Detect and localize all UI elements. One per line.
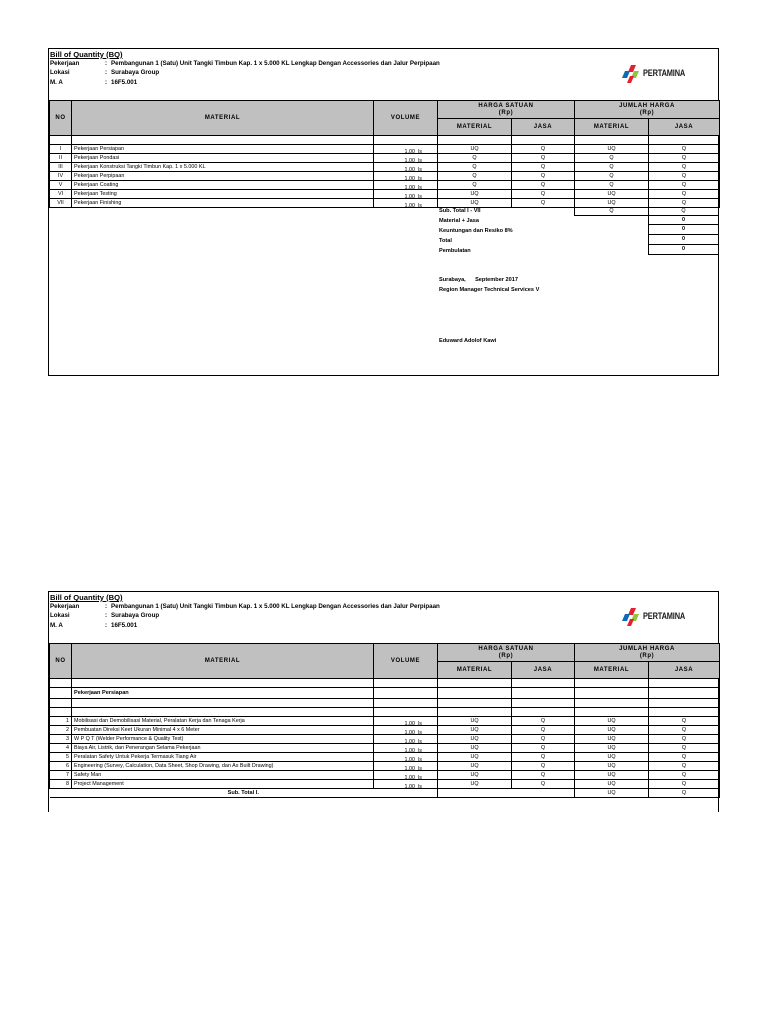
item-material: Engineering (Survey, Calculation, Data Sheet, Shop Drawing, dan As Built Drawing) — [72, 762, 374, 771]
item-hs-jasa: Q — [512, 744, 575, 753]
item-jh-material: Q — [575, 154, 649, 163]
ma-value: 16F5.001 — [111, 79, 138, 86]
item-volume — [374, 780, 438, 789]
item-volume — [374, 190, 438, 199]
item-volume — [374, 154, 438, 163]
item-material: Peralatan Safety Untuk Pekerja Termasuk Tiang Air — [72, 753, 374, 762]
col-volume: VOLUME — [374, 644, 438, 679]
table-row — [50, 735, 720, 744]
item-material: Pembuatan Direksi Keet Ukuran Minimal 4 x 6 Meter — [72, 726, 374, 735]
subtotal-jh-material: UQ — [575, 789, 649, 798]
subtotal-row — [50, 789, 720, 798]
table-row — [50, 163, 720, 172]
pertamina-wordmark: PERTAMINA — [643, 611, 686, 622]
item-hs-jasa: Q — [512, 181, 575, 190]
pekerjaan-label: Pekerjaan — [50, 60, 80, 67]
col-jumlah-harga — [575, 101, 720, 119]
item-jh-material: UQ — [575, 771, 649, 780]
jumlah-harga-unit: (Rp) — [639, 109, 655, 116]
item-volume-unit: ls — [418, 775, 422, 780]
col-hs-material: MATERIAL — [438, 119, 512, 136]
bq-detail-sheet — [48, 591, 719, 812]
item-hs-material: UQ — [438, 762, 512, 771]
pertamina-logo-icon — [622, 65, 642, 83]
sheet-title: Bill of Quantity (BQ) — [50, 593, 123, 602]
item-material: Biaya Air, Listrik, dan Penerangan Selama Pekerjaan — [72, 744, 374, 753]
item-jh-jasa: Q — [649, 744, 720, 753]
item-hs-jasa: Q — [512, 726, 575, 735]
item-material: Pekerjaan Finishing — [72, 199, 374, 208]
item-hs-jasa: Q — [512, 753, 575, 762]
item-hs-material: UQ — [438, 753, 512, 762]
item-no: 4 — [50, 744, 72, 753]
item-volume-unit: ls — [418, 730, 422, 735]
item-volume-unit: ls — [418, 203, 422, 208]
item-jh-material: UQ — [575, 780, 649, 789]
lokasi-label: Lokasi — [50, 612, 70, 619]
col-no: NO — [50, 101, 72, 136]
item-volume-unit: ls — [418, 748, 422, 753]
item-volume-value: 1.00 — [404, 167, 415, 172]
item-volume-value: 1.00 — [404, 158, 415, 163]
bq-summary-sheet — [48, 48, 719, 376]
pertamina-logo — [622, 63, 702, 85]
item-volume — [374, 753, 438, 762]
item-volume-unit: ls — [418, 757, 422, 762]
item-jh-material: UQ — [575, 762, 649, 771]
jumlah-harga-label: JUMLAH HARGA — [619, 645, 675, 652]
col-jh-material: MATERIAL — [575, 662, 649, 679]
table-row — [50, 744, 720, 753]
col-jh-jasa: JASA — [649, 119, 720, 136]
section-title-row — [50, 688, 720, 699]
item-volume — [374, 771, 438, 780]
spacer-row — [50, 708, 720, 717]
col-material: MATERIAL — [72, 644, 374, 679]
col-harga-satuan — [438, 644, 575, 662]
colon: : — [105, 622, 108, 629]
pertamina-logo-icon — [622, 608, 642, 626]
col-jh-material: MATERIAL — [575, 119, 649, 136]
item-jh-jasa: Q — [649, 145, 720, 154]
item-no: 6 — [50, 762, 72, 771]
item-volume-value: 1.00 — [404, 176, 415, 181]
pekerjaan-value: Pembangunan 1 (Satu) Unit Tangki Timbun Kap. 1 x 5.000 KL Lengkap Dengan Accessories dan Jalur Perpipaan — [111, 60, 440, 67]
item-volume-unit: ls — [418, 739, 422, 744]
item-volume-unit: ls — [418, 185, 422, 190]
pekerjaan-label: Pekerjaan — [50, 603, 80, 610]
item-volume-value: 1.00 — [404, 748, 415, 753]
jumlah-harga-label: JUMLAH HARGA — [619, 102, 675, 109]
item-hs-material: UQ — [438, 735, 512, 744]
item-material: Pekerjaan Persiapan — [72, 145, 374, 154]
lokasi-label: Lokasi — [50, 69, 70, 76]
item-no: 1 — [50, 717, 72, 726]
item-hs-material: UQ — [438, 744, 512, 753]
ma-label: M. A — [50, 622, 63, 629]
item-hs-jasa: Q — [512, 762, 575, 771]
table-row — [50, 726, 720, 735]
col-hs-material: MATERIAL — [438, 662, 512, 679]
table-row — [50, 771, 720, 780]
harga-satuan-unit: (Rp) — [498, 109, 514, 116]
item-volume — [374, 717, 438, 726]
item-hs-jasa: Q — [512, 735, 575, 744]
item-volume-value: 1.00 — [404, 721, 415, 726]
item-jh-material: UQ — [575, 717, 649, 726]
item-jh-material: Q — [575, 181, 649, 190]
harga-satuan-unit: (Rp) — [498, 652, 514, 659]
item-no: 7 — [50, 771, 72, 780]
item-hs-material: UQ — [438, 199, 512, 208]
item-jh-jasa: Q — [649, 172, 720, 181]
item-jh-material: UQ — [575, 190, 649, 199]
jumlah-harga-unit: (Rp) — [639, 652, 655, 659]
subtotal-label: Sub. Total I - VII — [439, 208, 481, 214]
sheet-title: Bill of Quantity (BQ) — [50, 50, 123, 59]
item-material: Pekerjaan Coating — [72, 181, 374, 190]
item-hs-jasa: Q — [512, 780, 575, 789]
item-volume — [374, 145, 438, 154]
material-jasa-label: Material + Jasa — [439, 218, 479, 224]
col-material: MATERIAL — [72, 101, 374, 136]
col-jh-jasa: JASA — [649, 662, 720, 679]
item-hs-material: UQ — [438, 780, 512, 789]
table-row — [50, 181, 720, 190]
sheet-header — [49, 49, 718, 100]
item-jh-material: UQ — [575, 753, 649, 762]
item-jh-jasa: Q — [649, 753, 720, 762]
table-row — [50, 717, 720, 726]
item-no: II — [50, 154, 72, 163]
item-jh-jasa: Q — [649, 771, 720, 780]
col-volume: VOLUME — [374, 101, 438, 136]
item-jh-jasa: Q — [649, 726, 720, 735]
item-hs-material: Q — [438, 154, 512, 163]
harga-satuan-label: HARGA SATUAN — [478, 102, 534, 109]
item-material: Project Management — [72, 780, 374, 789]
item-no: VII — [50, 199, 72, 208]
summary-block — [49, 208, 718, 358]
item-hs-material: UQ — [438, 190, 512, 199]
item-volume-unit: ls — [418, 766, 422, 771]
item-volume-value: 1.00 — [404, 194, 415, 199]
subtotal-jh-jasa: Q — [649, 789, 720, 798]
item-material: Safety Man — [72, 771, 374, 780]
col-hs-jasa: JASA — [512, 662, 575, 679]
item-no: 5 — [50, 753, 72, 762]
material-jasa-value: 0 — [648, 216, 719, 225]
item-hs-jasa: Q — [512, 717, 575, 726]
item-jh-jasa: Q — [649, 181, 720, 190]
item-volume-value: 1.00 — [404, 766, 415, 771]
keuntungan-value: 0 — [648, 225, 719, 235]
item-volume — [374, 199, 438, 208]
item-volume-unit: ls — [418, 158, 422, 163]
pertamina-logo — [622, 606, 702, 628]
col-jumlah-harga — [575, 644, 720, 662]
colon: : — [105, 69, 108, 76]
item-jh-jasa: Q — [649, 780, 720, 789]
item-jh-jasa: Q — [649, 190, 720, 199]
colon: : — [105, 79, 108, 86]
item-material: Pekerjaan Perpipaan — [72, 172, 374, 181]
item-volume — [374, 172, 438, 181]
item-hs-jasa: Q — [512, 199, 575, 208]
item-jh-jasa: Q — [649, 735, 720, 744]
spacer-row — [50, 699, 720, 708]
item-hs-material: UQ — [438, 771, 512, 780]
spacer-row — [50, 136, 720, 145]
table-row — [50, 762, 720, 771]
harga-satuan-label: HARGA SATUAN — [478, 645, 534, 652]
item-hs-jasa: Q — [512, 154, 575, 163]
table-row — [50, 145, 720, 154]
bq-detail-table — [49, 643, 720, 798]
ma-value: 16F5.001 — [111, 622, 138, 629]
item-jh-jasa: Q — [649, 199, 720, 208]
item-volume-value: 1.00 — [404, 757, 415, 762]
table-row — [50, 172, 720, 181]
item-jh-jasa: Q — [649, 154, 720, 163]
item-jh-material: UQ — [575, 199, 649, 208]
item-hs-material: Q — [438, 181, 512, 190]
item-volume-value: 1.00 — [404, 784, 415, 789]
item-jh-material: UQ — [575, 145, 649, 154]
table-row — [50, 753, 720, 762]
item-no: VI — [50, 190, 72, 199]
item-volume — [374, 744, 438, 753]
ma-label: M. A — [50, 79, 63, 86]
col-hs-jasa: JASA — [512, 119, 575, 136]
section-title: Pekerjaan Persiapan — [72, 688, 374, 699]
pertamina-wordmark: PERTAMINA — [643, 68, 686, 79]
item-volume-unit: ls — [418, 784, 422, 789]
item-no: V — [50, 181, 72, 190]
item-no: 3 — [50, 735, 72, 744]
item-volume-unit: ls — [418, 194, 422, 199]
item-hs-material: UQ — [438, 726, 512, 735]
subtotal-jh-material: Q — [574, 207, 649, 216]
item-hs-material: Q — [438, 163, 512, 172]
item-volume-unit: ls — [418, 176, 422, 181]
colon: : — [105, 60, 108, 67]
item-jh-material: UQ — [575, 744, 649, 753]
item-volume-value: 1.00 — [404, 203, 415, 208]
item-jh-material: Q — [575, 172, 649, 181]
item-hs-jasa: Q — [512, 771, 575, 780]
item-hs-jasa: Q — [512, 145, 575, 154]
item-material: W P Q T (Welder Performance & Quality Test) — [72, 735, 374, 744]
item-hs-material: UQ — [438, 717, 512, 726]
item-volume — [374, 726, 438, 735]
item-jh-jasa: Q — [649, 717, 720, 726]
item-material: Mobilisasi dan Demobilisasi Material, Peralatan Kerja dan Tenaga Kerja — [72, 717, 374, 726]
spacer-row — [50, 679, 720, 688]
item-no: 8 — [50, 780, 72, 789]
item-material: Pekerjaan Testing — [72, 190, 374, 199]
colon: : — [105, 612, 108, 619]
item-volume-value: 1.00 — [404, 185, 415, 190]
table-row — [50, 190, 720, 199]
subtotal-jh-jasa: Q — [648, 207, 719, 216]
item-no: IV — [50, 172, 72, 181]
item-volume-unit: ls — [418, 721, 422, 726]
item-no: I — [50, 145, 72, 154]
item-jh-material: UQ — [575, 735, 649, 744]
item-volume-unit: ls — [418, 149, 422, 154]
item-volume-unit: ls — [418, 167, 422, 172]
table-row — [50, 780, 720, 789]
item-volume — [374, 735, 438, 744]
item-hs-material: Q — [438, 172, 512, 181]
item-volume-value: 1.00 — [404, 775, 415, 780]
item-jh-jasa: Q — [649, 163, 720, 172]
keuntungan-label: Keuntungan dan Resiko 8% — [439, 228, 513, 234]
item-volume-value: 1.00 — [404, 739, 415, 744]
colon: : — [105, 603, 108, 610]
lokasi-value: Surabaya Group — [111, 612, 160, 619]
signer-name: Eduward Adolof Kawi — [439, 338, 497, 344]
bq-summary-table — [49, 100, 720, 208]
pembulatan-label: Pembulatan — [439, 248, 471, 254]
lokasi-value: Surabaya Group — [111, 69, 160, 76]
pekerjaan-value: Pembangunan 1 (Satu) Unit Tangki Timbun Kap. 1 x 5.000 KL Lengkap Dengan Accessories dan Jalur Perpipaan — [111, 603, 440, 610]
item-hs-jasa: Q — [512, 163, 575, 172]
item-volume — [374, 163, 438, 172]
subtotal-label: Sub. Total I. — [50, 789, 438, 798]
item-hs-jasa: Q — [512, 190, 575, 199]
item-no: III — [50, 163, 72, 172]
item-jh-jasa: Q — [649, 762, 720, 771]
item-material: Pekerjaan Konstruksi Tangki Timbun Kap. 1 x 5.000 KL — [72, 163, 374, 172]
col-no: NO — [50, 644, 72, 679]
signer-position: Region Manager Technical Services V — [439, 287, 540, 293]
total-label: Total — [439, 238, 452, 244]
item-no: 2 — [50, 726, 72, 735]
pembulatan-value: 0 — [648, 245, 719, 255]
item-jh-material: Q — [575, 163, 649, 172]
item-material: Pekerjaan Pondasi — [72, 154, 374, 163]
sheet-header — [49, 592, 718, 643]
item-volume-value: 1.00 — [404, 149, 415, 154]
item-hs-jasa: Q — [512, 172, 575, 181]
item-jh-material: UQ — [575, 726, 649, 735]
total-value: 0 — [648, 235, 719, 245]
item-volume — [374, 762, 438, 771]
item-volume — [374, 181, 438, 190]
item-hs-material: UQ — [438, 145, 512, 154]
table-row — [50, 154, 720, 163]
col-harga-satuan — [438, 101, 575, 119]
place-date: Surabaya, September 2017 — [439, 277, 518, 283]
item-volume-value: 1.00 — [404, 730, 415, 735]
